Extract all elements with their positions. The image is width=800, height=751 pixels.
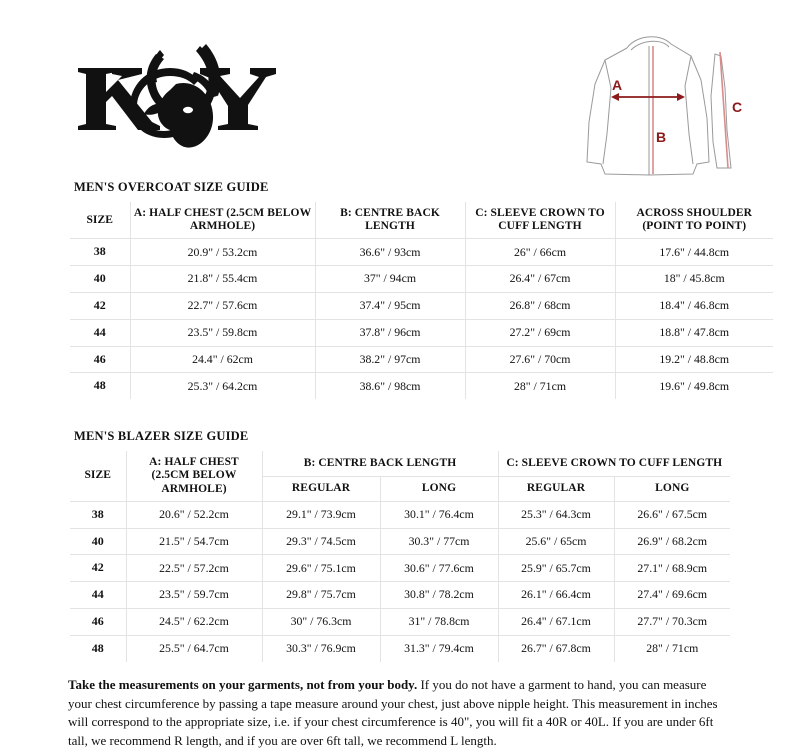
table-row <box>70 239 773 266</box>
table-row <box>70 501 730 528</box>
overcoat-cell-sleeve: 26.8" / 68cm <box>465 293 615 320</box>
blazer-cell-half-chest: 24.5" / 62.2cm <box>126 609 262 636</box>
blazer-cell-sleeve-long: 27.7" / 70.3cm <box>614 609 730 636</box>
blazer-col-sleeve: C: SLEEVE CROWN TO CUFF LENGTH <box>498 451 730 476</box>
blazer-cell-sleeve-regular: 25.9" / 65.7cm <box>498 555 614 582</box>
table-row <box>70 346 773 373</box>
blazer-size-table <box>70 451 730 661</box>
overcoat-cell-half-chest: 24.4" / 62cm <box>130 346 315 373</box>
blazer-table-body <box>70 501 730 661</box>
overcoat-header-row <box>70 202 773 239</box>
blazer-cell-sleeve-long: 26.9" / 68.2cm <box>614 528 730 555</box>
blazer-col-centre-back: B: CENTRE BACK LENGTH <box>262 451 498 476</box>
kudu-antelope-head-icon <box>130 44 221 148</box>
table-row <box>70 528 730 555</box>
overcoat-size-table <box>70 202 773 399</box>
overcoat-cell-sleeve: 26" / 66cm <box>465 239 615 266</box>
blazer-cell-size: 48 <box>70 635 126 661</box>
overcoat-cell-centre-back: 38.6" / 98cm <box>315 373 465 399</box>
table-row <box>70 609 730 636</box>
overcoat-cell-size: 44 <box>70 319 130 346</box>
blazer-cell-size: 46 <box>70 609 126 636</box>
blazer-subcol-centre-back-regular: REGULAR <box>262 476 380 501</box>
overcoat-title: MEN'S OVERCOAT SIZE GUIDE <box>74 180 269 194</box>
blazer-cell-sleeve-long: 28" / 71cm <box>614 635 730 661</box>
jacket-measurement-diagram <box>565 22 750 192</box>
overcoat-cell-centre-back: 37.8" / 96cm <box>315 319 465 346</box>
blazer-cell-sleeve-regular: 25.3" / 64.3cm <box>498 501 614 528</box>
blazer-cell-centre-back-long: 30.6" / 77.6cm <box>380 555 498 582</box>
blazer-cell-centre-back-regular: 29.3" / 74.5cm <box>262 528 380 555</box>
overcoat-cell-half-chest: 25.3" / 64.2cm <box>130 373 315 399</box>
jacket-outline <box>587 37 731 175</box>
overcoat-cell-size: 38 <box>70 239 130 266</box>
overcoat-cell-across-shoulder: 18.4" / 46.8cm <box>615 293 773 320</box>
kudu-eye-icon <box>183 107 193 113</box>
blazer-cell-centre-back-regular: 29.8" / 75.7cm <box>262 582 380 609</box>
overcoat-cell-across-shoulder: 17.6" / 44.8cm <box>615 239 773 266</box>
blazer-cell-centre-back-long: 30.3" / 77cm <box>380 528 498 555</box>
overcoat-section <box>0 180 800 399</box>
overcoat-cell-centre-back: 37" / 94cm <box>315 266 465 293</box>
overcoat-cell-sleeve: 26.4" / 67cm <box>465 266 615 293</box>
brand-logo <box>72 32 282 152</box>
blazer-title: MEN'S BLAZER SIZE GUIDE <box>74 429 249 444</box>
blazer-section <box>0 429 800 661</box>
table-row <box>70 635 730 661</box>
overcoat-cell-centre-back: 37.4" / 95cm <box>315 293 465 320</box>
overcoat-col-half-chest: A: HALF CHEST (2.5CM BELOW ARMHOLE) <box>130 202 315 239</box>
table-row <box>70 555 730 582</box>
diagram-label-c: C <box>731 99 743 115</box>
overcoat-cell-across-shoulder: 19.2" / 48.8cm <box>615 346 773 373</box>
blazer-cell-size: 38 <box>70 501 126 528</box>
diagram-label-b: B <box>655 129 667 145</box>
table-row <box>70 373 773 399</box>
blazer-subcol-centre-back-long: LONG <box>380 476 498 501</box>
blazer-cell-half-chest: 25.5" / 64.7cm <box>126 635 262 661</box>
overcoat-col-centre-back: B: CENTRE BACK LENGTH <box>315 202 465 239</box>
table-row <box>70 266 773 293</box>
overcoat-cell-centre-back: 36.6" / 93cm <box>315 239 465 266</box>
blazer-subcol-sleeve-regular: REGULAR <box>498 476 614 501</box>
blazer-cell-half-chest: 23.5" / 59.7cm <box>126 582 262 609</box>
blazer-cell-sleeve-regular: 25.6" / 65cm <box>498 528 614 555</box>
blazer-cell-size: 42 <box>70 555 126 582</box>
blazer-cell-sleeve-regular: 26.4" / 67.1cm <box>498 609 614 636</box>
blazer-col-size: SIZE <box>70 451 126 501</box>
overcoat-cell-across-shoulder: 18.8" / 47.8cm <box>615 319 773 346</box>
overcoat-cell-half-chest: 21.8" / 55.4cm <box>130 266 315 293</box>
measurement-note-body: If you do not have a garment to hand, you can measure your chest circumference by passing a tape measure around your chest, just above nipple height. This measurement in inches will correspond to the appropriate size, i.e. if your chest circumference is 40", you will fit a 40R or 40L. If you are under 6ft tall, we recommend R length, and if you are over 6ft tall, we recommend L length. <box>68 676 718 749</box>
overcoat-col-sleeve: C: SLEEVE CROWN TO CUFF LENGTH <box>465 202 615 239</box>
blazer-cell-centre-back-long: 31.3" / 79.4cm <box>380 635 498 661</box>
blazer-cell-sleeve-regular: 26.7" / 67.8cm <box>498 635 614 661</box>
blazer-cell-centre-back-regular: 30.3" / 76.9cm <box>262 635 380 661</box>
overcoat-cell-size: 48 <box>70 373 130 399</box>
blazer-cell-size: 40 <box>70 528 126 555</box>
overcoat-cell-sleeve: 28" / 71cm <box>465 373 615 399</box>
overcoat-cell-sleeve: 27.6" / 70cm <box>465 346 615 373</box>
overcoat-cell-sleeve: 27.2" / 69cm <box>465 319 615 346</box>
blazer-cell-centre-back-long: 30.1" / 76.4cm <box>380 501 498 528</box>
measure-line-c <box>720 52 728 168</box>
blazer-cell-sleeve-long: 26.6" / 67.5cm <box>614 501 730 528</box>
diagram-label-a: A <box>611 77 623 93</box>
measure-line-a <box>611 93 685 101</box>
blazer-cell-sleeve-long: 27.4" / 69.6cm <box>614 582 730 609</box>
blazer-cell-centre-back-regular: 29.1" / 73.9cm <box>262 501 380 528</box>
measurement-note-lead: Take the measurements on your garments, not from your body. <box>68 676 418 692</box>
blazer-cell-sleeve-long: 27.1" / 68.9cm <box>614 555 730 582</box>
blazer-cell-half-chest: 20.6" / 52.2cm <box>126 501 262 528</box>
blazer-subcol-sleeve-long: LONG <box>614 476 730 501</box>
overcoat-cell-centre-back: 38.2" / 97cm <box>315 346 465 373</box>
table-row <box>70 293 773 320</box>
overcoat-table-body <box>70 239 773 399</box>
blazer-cell-size: 44 <box>70 582 126 609</box>
overcoat-cell-half-chest: 23.5" / 59.8cm <box>130 319 315 346</box>
overcoat-cell-size: 42 <box>70 293 130 320</box>
blazer-header-row-group <box>70 451 730 476</box>
overcoat-cell-half-chest: 22.7" / 57.6cm <box>130 293 315 320</box>
blazer-col-half-chest: A: HALF CHEST (2.5CM BELOW ARMHOLE) <box>126 451 262 501</box>
overcoat-cell-half-chest: 20.9" / 53.2cm <box>130 239 315 266</box>
header-zone <box>0 0 800 180</box>
blazer-cell-centre-back-regular: 29.6" / 75.1cm <box>262 555 380 582</box>
blazer-cell-centre-back-regular: 30" / 76.3cm <box>262 609 380 636</box>
blazer-cell-half-chest: 21.5" / 54.7cm <box>126 528 262 555</box>
overcoat-cell-across-shoulder: 18" / 45.8cm <box>615 266 773 293</box>
blazer-cell-centre-back-long: 30.8" / 78.2cm <box>380 582 498 609</box>
blazer-cell-centre-back-long: 31" / 78.8cm <box>380 609 498 636</box>
measurement-note <box>0 676 800 751</box>
overcoat-col-across-shoulder: ACROSS SHOULDER (POINT TO POINT) <box>615 202 773 239</box>
section-spacer <box>0 399 800 429</box>
blazer-cell-half-chest: 22.5" / 57.2cm <box>126 555 262 582</box>
blazer-cell-sleeve-regular: 26.1" / 66.4cm <box>498 582 614 609</box>
overcoat-cell-size: 46 <box>70 346 130 373</box>
overcoat-col-size: SIZE <box>70 202 130 239</box>
overcoat-cell-size: 40 <box>70 266 130 293</box>
table-row <box>70 319 773 346</box>
overcoat-cell-across-shoulder: 19.6" / 49.8cm <box>615 373 773 399</box>
table-row <box>70 582 730 609</box>
